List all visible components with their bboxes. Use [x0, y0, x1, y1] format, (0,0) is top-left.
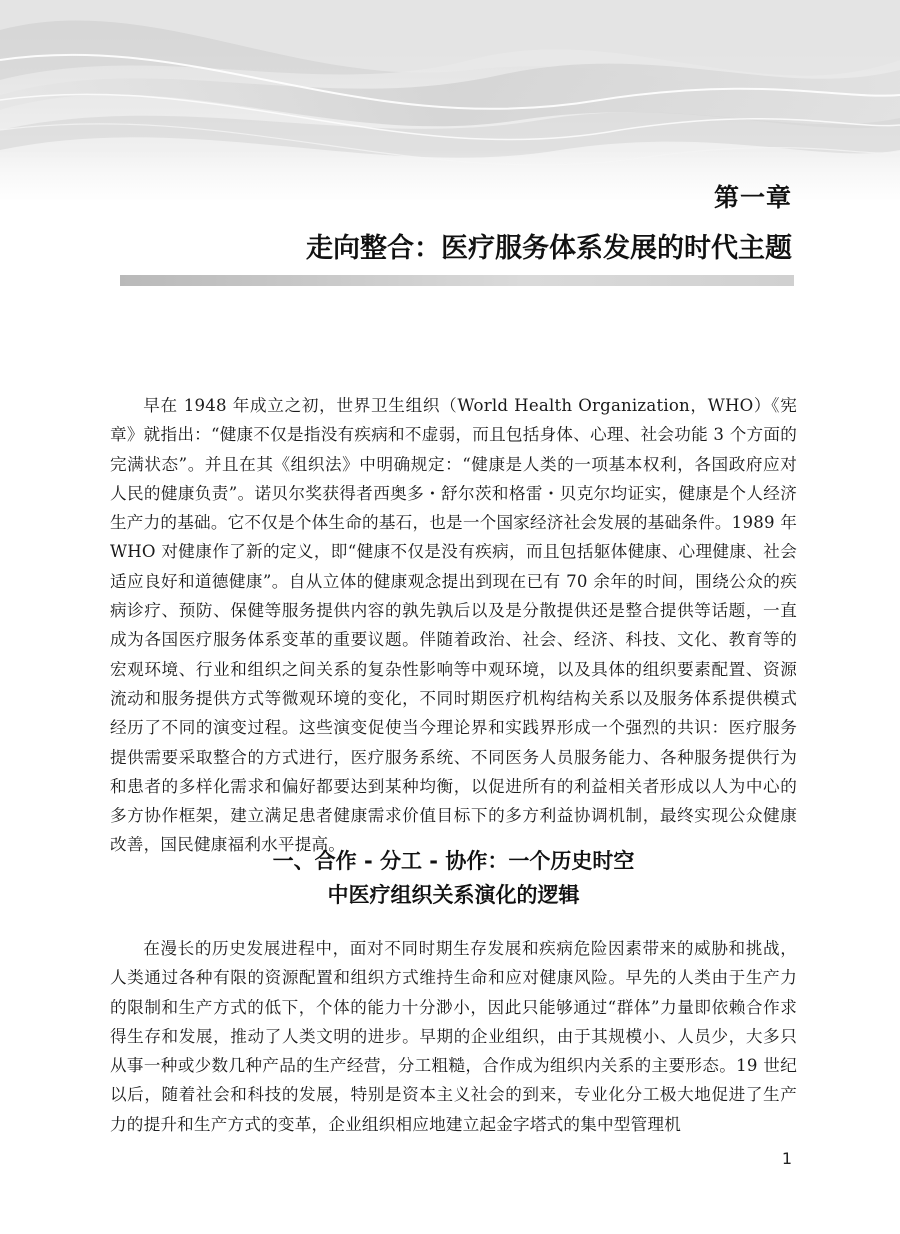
page-number: 1 — [781, 1149, 792, 1168]
title-divider — [120, 275, 794, 286]
chapter-title: 走向整合：医疗服务体系发展的时代主题 — [306, 233, 792, 264]
intro-paragraph: 早在 1948 年成立之初，世界卫生组织（World Health Organization，WHO）《宪章》就指出：“健康不仅是指没有疾病和不虚弱，而且包括身体、心理、社会功能 3 个方面的完满状态”。并且在其《组织法》中明确规定：“健康是人类的一项基本权利，各国政府应对人民的健康负责”。诺贝尔奖获得者西奥多・舒尔茨和格雷・贝克尔均证实，健康是个人经济生产力的基础。它不仅是个体生命的基石，也是一个国家经济社会发展的基础条件。1989 年 WHO 对健康作了新的定义，即“健康不仅是没有疾病，而且包括躯体健康、心理健康、社会适应良好和道德健康”。自从立体的健康观念提出到现在已有 70 余年的时间，围绕公众的疾病诊疗、预防、保健等服务提供内容的孰先孰后以及是分散提供还是整合提供等话题，一直成为各国医疗服务体系变革的重要议题。伴随着政治、社会、经济、科技、文化、教育等的宏观环境、行业和组织之间关系的复杂性影响等中观环境，以及具体的组织要素配置、资源流动和服务提供方式等微观环境的变化，不同时期医疗机构结构关系以及服务体系提供模式经历了不同的演变过程。这些演变促使当今理论界和实践界形成一个强烈的共识：医疗服务提供需要采取整合的方式进行，医疗服务系统、不同医务人员服务能力、各种服务提供行为和患者的多样化需求和偏好都要达到某种均衡，以促进所有的利益相关者形成以人为中心的多方协作框架，建立满足患者健康需求价值目标下的多方利益协调机制，最终实现公众健康改善，国民健康福利水平提高。 — [110, 396, 797, 855]
section-heading — [110, 844, 797, 912]
section-paragraph: 在漫长的历史发展进程中，面对不同时期生存发展和疾病危险因素带来的威胁和挑战，人类通过各种有限的资源配置和组织方式维持生命和应对健康风险。早先的人类由于生产力的限制和生产方式的低下，个体的能力十分渺小，因此只能够通过“群体”力量即依赖合作求得生存和发展，推动了人类文明的进步。早期的企业组织，由于其规模小、人员少，大多只从事一种或少数几种产品的生产经营，分工粗糙，合作成为组织内关系的主要形态。19 世纪以后，随着社会和科技的发展，特别是资本主义社会的到来，专业化分工极大地促进了生产力的提升和生产方式的变革，企业组织相应地建立起金字塔式的集中型管理机 — [110, 939, 797, 1134]
section-heading-line-2: 中医疗组织关系演化的逻辑 — [327, 883, 580, 907]
section-heading-line-1: 一、合作 - 分工 - 协作：一个历史时空 — [272, 849, 635, 873]
chapter-number: 第一章 — [713, 183, 792, 212]
